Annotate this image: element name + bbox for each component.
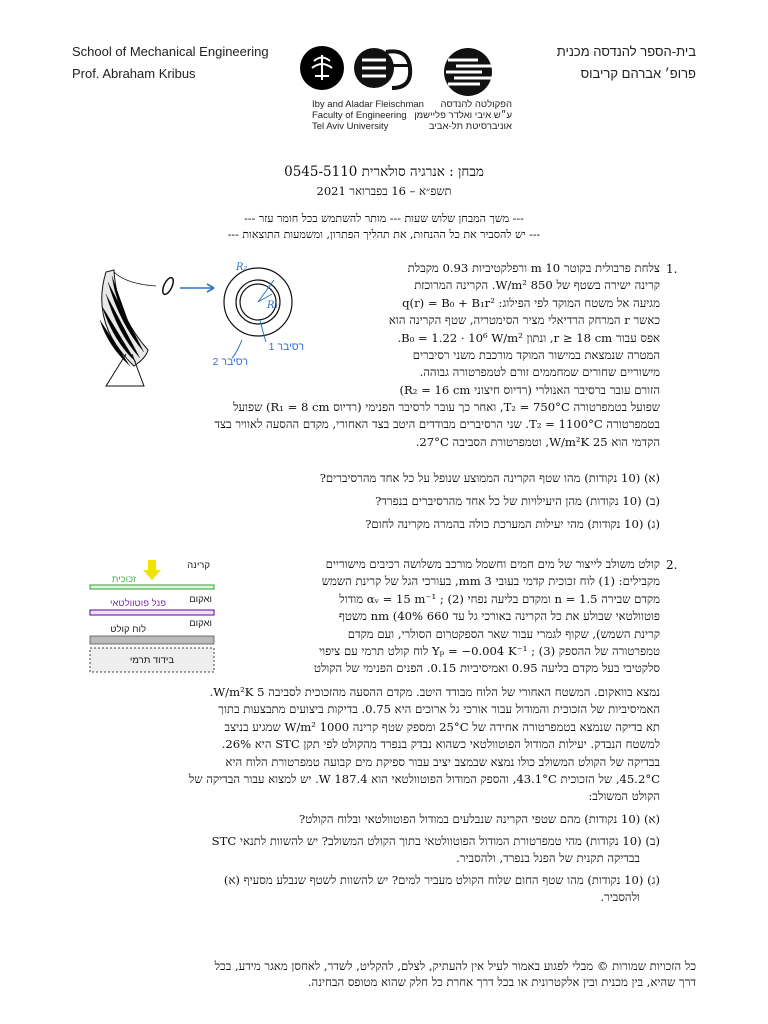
receiver-1-label: רסיבר 1 <box>268 341 304 353</box>
q1-option-c: (ג) (10 נקודות) מהי יעילות המערכת כולה בהמרה מקרינה לחום? <box>365 517 660 531</box>
q1-option-b: (ב) (10 נקודות) מהן היעילויות של כל אחד מהרסיברים בנפרד? <box>375 494 660 508</box>
radiation-label: קרינה <box>187 560 210 571</box>
parabolic-dish-icon <box>100 270 156 386</box>
vacuum-label-1: ואקום <box>189 594 212 605</box>
professor-name-he: פרופ׳ אברהם קריבוס <box>580 66 696 81</box>
faculty-name-en: Iby and Aladar Fleischman Faculty of Engineering Tel Aviv University <box>312 99 424 132</box>
exam-title: מבחן : אנרגיה סולארית 0545-5110 <box>284 164 484 180</box>
q2-option-b: (ב) (10 נקודות) מהי טמפרטורת המודול הפוטוולטאי בתוך הקולט המשולב? יש להשוות לתנאי STC בבדיקה תקנית של הפנל בנפרד, ולהסביר. <box>211 834 660 865</box>
professor-name-en: Prof. Abraham Kribus <box>72 66 196 81</box>
copyright-notice: כל הזכויות שמורות © מבלי לפגוע באמור לעיל אין להעתיק, לצלם, להקליט, לשדר, לאחסן מאגר מידע, בכל דרך שהיא, בין מכנית ובין אלקטרונית או בכל דרך אחרת כל חלק שהוא מטופס הבחינה. <box>214 959 696 989</box>
insulation-label: בידוד תרמי <box>129 655 175 666</box>
school-name-he: בית-הספר להנדסה מכנית <box>556 44 696 59</box>
vacuum-label-2: ואקום <box>189 618 212 629</box>
q1-text-narrow: צלחת פרבולית בקוטר 10 m ורפלקטיביות 0.93 מקבלת קרינה ישירה בשטף של 850 W/m². הקרינה המרוכזת מגיעה אל משטח המוקד לפי הפילוג: q(r) = B₀ + B₁r² כאשר r המרחק הרדיאלי מציר הסימטריה, שטף הקרינה הוא אפס עבור r ≥ 18 cm, ונתון B₀ = 1.22 · 10⁶ W/m². המטרה שנמצאת במישור המוקד מורכבת משני רסיברים מישוריים שחורים שמחממים זורם לטמפרטורה גבוהה. הזורם עובר ברסיבר האנולרי (רדיוס חיצוני R₂ = 16 cm) <box>388 261 660 397</box>
faculty-name-he: הפקולטה להנדסה ע״ש איבי ואלדר פליישמן אוניברסיטת תל-אביב <box>414 99 512 132</box>
q2-text-full: נמצא בוואקום. המשטח האחורי של הלוח מבודד היטב. מקדם ההסעה מהזכוכית לסביבה 5 W/m²K. האמיסיביות של הזכוכית והמודול עבור אורכי גל ארוכים היא 0.75. בדיקות ביצועים מתבצעות בתוך תא בדיקה שנמצא בטמפרטורה אחידה של 25°C ומספק שטף קרינה 1000 W/m² שמגיע בניצב למשטח הנבדק. יעילות המודול הפוטוולטאי כשהוא נבדק בנפרד מהקולט לפי תקן STC היא 26%. בבדיקה של הקולט המשולב כולו נמצא שבמצב יציב עבור ספיקת מים קבועה טמפרטורת הלוח היא 45.2°C, של הזכוכית 43.1°C, והספק המודול הפוטוולטאי הוא 187.4 W. יש למצוא עבור הבדיקה של הקולט המשולב: <box>188 685 660 804</box>
q2-text-narrow: קולט משולב לייצור של מים חמים וחשמל מורכב משלושה רכיבים מישוריים מקבילים: (1) לוח זכוכית קדמי בעובי 3 mm, בעורכי הגל של קרינת השמש מקדם שבירה n = 1.5 ומקדם בליעה נפחי αᵥ = 15 m⁻¹ ; (2) מודול פוטוולטאי שבולע את כל הקרינה באורכי גל עד 660 nm (40% משטף קרינת השמש), שקוף לגמרי עבור שאר הספקטרום הסולרי, ועם מקדם טמפרטורה של ההספק Yₚ = −0.004 K⁻¹ ; (3) לוח קולט תרמי עם ציפוי סלקטיבי בעל מקדם בליעה 0.95 ואמיסיביות 0.15. הפנים הפנימי של הקולט <box>313 557 660 676</box>
tau-logo-icon <box>300 46 344 90</box>
exam-instruction-1: --- משך המבחן שלוש שעות --- מותר להשתמש בכל חומר עזר --- <box>244 212 524 225</box>
collector-plate-label: לוח קולט <box>110 624 146 635</box>
q2-option-a: (א) (10 נקודות) מהם שטפי הקרינה שנבלעים במודול הפוטוולטאי ובלוח הקולט? <box>299 812 660 826</box>
receiver-2-label: רסיבר 2 <box>212 356 248 368</box>
exam-instruction-2: --- יש להסביר את כל ההנחות, את תהליך הפתרון, ומשמעות התוצאות --- <box>227 228 541 241</box>
exam-date: תשפ״א – 16 בפברואר 2021 <box>316 184 452 198</box>
q2-collector-layers-figure <box>88 558 216 678</box>
q1-dish-receiver-figure <box>86 254 312 390</box>
q1-number: 1. <box>666 262 678 276</box>
q1-text-full: שפועל בטמפרטורה T₂ = 750°C, ואחר כך עובר לרסיבר הפנימי (רדיוס R₁ = 8 cm) שפועל בטמפרטורה T₂ = 1100°C. שני הרסיברים מבודדים היטב בצד האחורי, מקדם ההסעה לאוויר בצד הקדמי הוא 25 W/m²K, וטמפרטורת הסביבה 27°C. <box>214 400 660 449</box>
glass-label: זכוכית <box>111 574 136 585</box>
r2-label: R₂ <box>236 262 248 273</box>
q1-option-a: (א) (10 נקודות) מהו שטף הקרינה הממוצע שנופל על כל אחד מהרסיברים? <box>319 471 660 485</box>
r1-label: R₁ <box>267 300 279 311</box>
pv-panel-label: פנל פוטוולטאי <box>109 598 166 609</box>
q2-option-c: (ג) (10 נקודות) מהו שטף החום שלוח הקולט מעביר למים? יש להשוות לשטף שנבלע מסעיף (א) ולהסביר. <box>223 873 660 904</box>
school-name-en: School of Mechanical Engineering <box>72 44 269 59</box>
faculty-logo-icon <box>352 46 432 94</box>
engineering-logo-icon <box>438 46 502 98</box>
q2-number: 2. <box>666 558 678 572</box>
